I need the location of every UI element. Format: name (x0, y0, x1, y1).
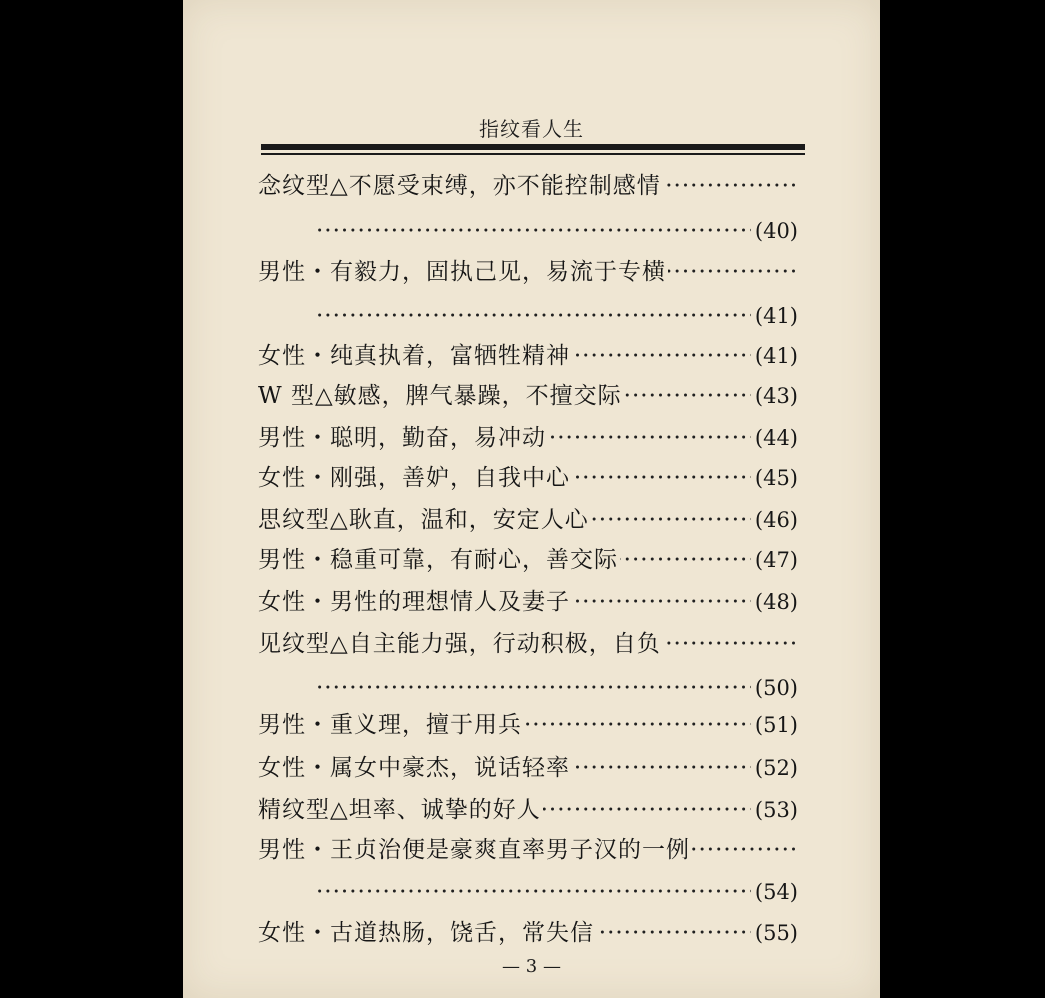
toc-entry-page: (44) (751, 420, 798, 456)
toc-entry (258, 502, 798, 538)
toc-entry (258, 626, 798, 662)
toc-entry (258, 832, 798, 868)
toc-entry-page: (45) (751, 460, 798, 496)
toc-entry-title: 女性・属女中豪杰，说话轻率 (258, 750, 572, 786)
toc-entry-page: (54) (751, 874, 798, 910)
leader-dots (316, 874, 798, 910)
page-number: — 3 — (502, 956, 561, 977)
toc-entry (258, 460, 798, 496)
toc-entry-page: (50) (751, 670, 798, 706)
toc-entry-title: 见纹型△自主能力强，行动积极，自负 (258, 626, 663, 662)
toc-entry-page: (41) (751, 338, 798, 374)
leader-dots (316, 213, 798, 249)
toc-entry (258, 584, 798, 620)
toc-entry-title: 女性・刚强，善妒，自我中心 (258, 460, 572, 496)
toc-entry (258, 792, 798, 828)
toc-entry (258, 707, 798, 743)
toc-entry (258, 254, 798, 290)
toc-entry-title: 女性・古道热肠，饶舌，常失信 (258, 915, 596, 951)
toc-entry-page: (55) (751, 915, 798, 951)
toc-entry-title: 思纹型△耿直，温和，安定人心 (258, 502, 591, 538)
toc-entry-page: (52) (751, 750, 798, 786)
toc-entry-title: 男性・稳重可靠，有耐心，善交际 (258, 542, 620, 578)
toc-entry (258, 420, 798, 456)
toc-entry-page: (53) (751, 792, 798, 828)
toc-entry-title: 精纹型△坦率、诚挚的好人 (258, 792, 543, 828)
toc-entry-title: 男性・聪明，勤奋，易冲动 (258, 420, 548, 456)
toc-entry-page: (40) (751, 213, 798, 249)
leader-dots (316, 298, 798, 334)
toc-entry-title: 念纹型△不愿受束缚，亦不能控制感情 (258, 168, 663, 204)
toc-entry-title: W 型△敏感，脾气暴躁，不擅交际 (258, 378, 624, 414)
running-head: 指纹看人生 (479, 117, 584, 141)
toc-entry-continuation (316, 670, 798, 706)
toc-entry (258, 168, 798, 204)
toc-entry-continuation (316, 213, 798, 249)
toc-entry-page: (43) (751, 378, 798, 414)
toc-entry (258, 338, 798, 374)
header-rule-thin (261, 153, 805, 155)
toc-entry-title: 女性・纯真执着，富牺牲精神 (258, 338, 572, 374)
toc-entry (258, 378, 798, 414)
toc-entry-page: (41) (751, 298, 798, 334)
toc-entry-continuation (316, 874, 798, 910)
toc-entry-continuation (316, 298, 798, 334)
toc-entry-title: 男性・王贞治便是豪爽直率男子汉的一例 (258, 832, 692, 868)
toc-entry-page: (47) (751, 542, 798, 578)
header-rule-thick (261, 144, 805, 150)
toc-entry-title: 男性・有毅力，固执己见，易流于专横 (258, 254, 668, 290)
toc-entry-title: 男性・重义理，擅于用兵 (258, 707, 524, 743)
toc-entry-page: (46) (751, 502, 798, 538)
toc-entry-page: (51) (751, 707, 798, 743)
leader-dots (316, 670, 798, 706)
toc-entry-title: 女性・男性的理想情人及妻子 (258, 584, 572, 620)
toc-entry (258, 915, 798, 951)
book-page (183, 0, 880, 998)
toc-entry (258, 750, 798, 786)
toc-entry-page: (48) (751, 584, 798, 620)
toc-entry (258, 542, 798, 578)
